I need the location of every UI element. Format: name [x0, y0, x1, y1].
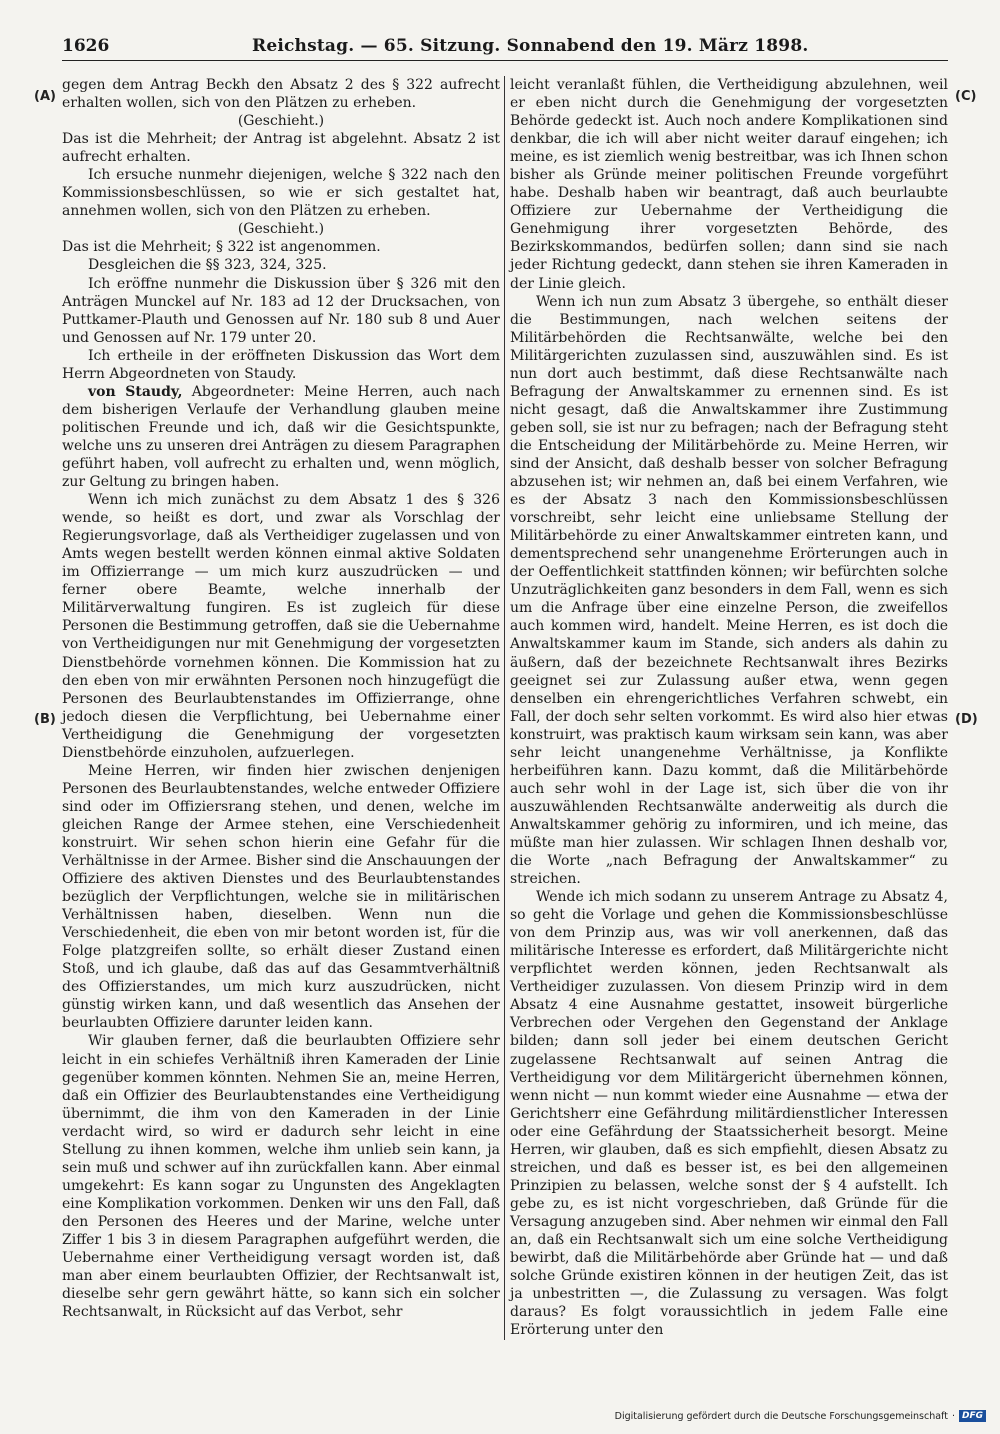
paragraph-text: (Geschieht.): [237, 113, 325, 130]
paragraph: [62, 220, 500, 238]
paragraph: [510, 888, 948, 1339]
margin-marker-a: (A): [34, 89, 56, 104]
dfg-logo-mark: DFG: [959, 1410, 986, 1422]
paragraph-text: Das ist die Mehrheit; § 322 ist angenommen.: [62, 239, 381, 256]
paragraph: [62, 1032, 500, 1321]
paragraph: [62, 762, 500, 1033]
paragraph: [62, 76, 500, 112]
speaker-name: von Staudy,: [88, 383, 183, 400]
column-divider: [504, 76, 505, 1340]
paragraph: [510, 293, 948, 889]
paragraph-text: Wir glauben ferner, daß die beurlaubten Offiziere sehr leicht in ein schiefes Verhältniß ihren Kameraden der Linie gegenüber kommen könnten. Nehmen Sie an, meine Herren, daß ein Offizier des Beurlaubtenstandes eine Vertheidigung übernimmt, die ihm von den Kameraden in der Linie verdacht wird, so wird er dadurch sehr leicht in eine Stellung zu ihnen kommen, welche ihm unlieb sein kann, ja sein muß und schwer auf ihn zurückfallen kann. Aber einmal umgekehrt: Es kann sogar zu Ungunsten des Angeklagten eine Komplikation vorkommen. Denken wir uns den Fall, daß den Personen des Heeres und der Marine, welche unter Ziffer 1 bis 3 in diesem Paragraphen aufgeführt werden, die Uebernahme einer Vertheidigung versagt worden ist, daß man aber einem beurlaubten Offizier, der Rechtsanwalt ist, dieselbe sehr gern gewährt hätte, so kann sich ein solcher Rechtsanwalt, in Rücksicht auf das Verbot, sehr: [62, 1033, 500, 1321]
paragraph: [62, 275, 500, 347]
paragraph: [62, 256, 500, 274]
paragraph-text: Abgeordneter: Meine Herren, auch nach dem bisherigen Verlaufe der Verhandlung glauben meine politischen Freunde und ich, daß wir die Gesichtspunkte, welche uns zu unseren drei Anträgen zu diesem Paragraphen geführt haben, voll aufrecht zu erhalten und, wenn möglich, zur Geltung zu bringen haben.: [62, 383, 501, 491]
footer: [615, 1410, 986, 1422]
footer-credit: Digitalisierung gefördert durch die Deutsche Forschungsgemeinschaft: [614, 1410, 948, 1422]
dfg-logo: ·: [951, 1410, 955, 1422]
paragraph-text: Meine Herren, wir finden hier zwischen denjenigen Personen des Beurlaubtenstandes, welche entweder Offiziere sind oder im Offiziersrang stehen, und denen, welche im gleichen Range der Armee stehen, eine Verschiedenheit konstruirt. Wir sehen schon hierin eine Gefahr für die Verhältnisse in der Armee. Bisher sind die Anschauungen der Offiziere des aktiven Dienstes und des Beurlaubtenstandes bezüglich der Verpflichtungen, welche sie in militärischen Verhältnissen haben, dieselben. Wenn nun die Verschiedenheit, die eben von mir betont worden ist, für die Folge platzgreifen sollte, so erhält dieser Zustand einen Stoß, und ich glaube, daß das auf das Gesammtverhältniß des Offizierstandes, um mich kurz auszudrücken, nicht günstig wirken kann, und daß wesentlich das Ansehen der beurlaubten Offiziere darunter leiden kann.: [62, 762, 500, 1032]
paragraph-text: Ich eröffne nunmehr die Diskussion über § 326 mit den Anträgen Munckel auf Nr. 183 ad 12 der Drucksachen, von Puttkamer-Plauth und Genossen auf Nr. 180 sub 8 und Auer und Genossen auf Nr. 179 unter 20.: [62, 275, 500, 346]
paragraph: [62, 238, 500, 256]
paragraph-text: Wenn ich nun zum Absatz 3 übergehe, so enthält dieser die Bestimmungen, nach welchen seitens der Militärbehörden die Rechtsanwälte, welche bei den Militärgerichten zuzulassen sind, auszuwählen sind. Es ist nun dort auch bestimmt, daß diese Rechtsanwälte nach Befragung der Anwaltskammer zu ernennen sind. Es ist nicht gesagt, daß die Anwaltskammer ihre Zustimmung geben soll, sie ist nur zu befragen; nach der Befragung steht die Entscheidung der Militärbehörde zu. Meine Herren, wir sind der Ansicht, daß deshalb besser von solcher Befragung abzusehen ist; wir nehmen an, daß bei einem Verfahren, wie es der Absatz 3 nach den Kommissionsbeschlüssen vorschreibt, sehr leicht eine unliebsame Stellung der Militärbehörde zu einer Anwaltskammer eintreten kann, und dementsprechend sehr unangenehme Erörterungen auch in der Oeffentlichkeit stattfinden können; wir befürchten solche Unzuträglichkeiten ganz besonders in dem Fall, wenn es sich um die Anfrage über eine einzelne Person, die zweifellos auch kommen wird, handelt. Meine Herren, es ist doch die Anwaltskammer kaum im Stande, sich anders als dahin zu äußern, daß der bezeichnete Rechtsanwalt ihres Bezirks geeignet sei zur Zulassung außer etwa, wenn gegen denselben ein ehrengerichtliches Verfahren schwebt, ein Fall, der doch sehr selten vorkommt. Es wird also hier etwas konstruirt, was praktisch kaum wirksam sein kann, was aber sehr leicht unangenehme Verhältnisse, ja Konflikte herbeiführen kann. Dazu kommt, daß die Militärbehörde auch sehr wohl in der Lage ist, sich über die von ihr auszuwählenden Rechtsanwälte anderweitig als durch die Anwaltskammer gehörig zu informiren, und ich meine, das müßte man hier zulassen. Wir schlagen Ihnen deshalb vor, die Worte „nach Befragung der Anwaltskammer“ zu streichen.: [510, 293, 948, 888]
paragraph: [62, 491, 500, 762]
paragraph-text: Ich ersuche nunmehr diejenigen, welche § 322 nach den Kommissionsbeschlüssen, so wie er sich gestaltet hat, annehmen wollen, sich von den Plätzen zu erheben.: [62, 167, 500, 220]
paragraph-text: Das ist die Mehrheit; der Antrag ist abgelehnt. Absatz 2 ist aufrecht erhalten.: [62, 131, 500, 166]
paragraph-text: gegen dem Antrag Beckh den Absatz 2 des § 322 aufrecht erhalten wollen, sich von den Plätzen zu erheben.: [62, 77, 500, 112]
page-header: [62, 34, 948, 61]
paragraph-text: (Geschieht.): [237, 221, 325, 238]
right-column: [510, 76, 948, 1339]
paragraph-text: Ich ertheile in der eröffneten Diskussion das Wort dem Herrn Abgeordneten von Staudy.: [62, 347, 500, 382]
page-number: 1626: [62, 36, 110, 56]
paragraph-text: Wenn ich mich zunächst zu dem Absatz 1 des § 326 wende, so heißt es dort, und zwar als Vorschlag der Regierungsvorlage, daß als Vertheidiger zugelassen und von Amts wegen bestellt werden können einmal aktive Soldaten im Offizierrange — um mich kurz auszudrücken — und ferner obere Beamte, welche innerhalb der Militärverwaltung fungiren. Es ist zugleich für diese Personen die Bestimmung getroffen, daß sie die Uebernahme von Vertheidigungen nur mit Genehmigung der vorgesetzten Dienstbehörde vornehmen können. Die Kommission hat zu den eben von mir erwähnten Personen noch hinzugefügt die Personen des Beurlaubtenstandes im Offizierrange, ohne jedoch diesen die Verpflichtung, bei Uebernahme einer Vertheidigung die Genehmigung der vorgesetzten Dienstbehörde einzuholen, aufzuerlegen.: [62, 492, 500, 761]
paragraph-text: leicht veranlaßt fühlen, die Vertheidigung abzulehnen, weil er eben nicht durch die Genehmigung der vorgesetzten Behörde gedeckt ist. Auch noch andere Komplikationen sind denkbar, die ich will aber nicht weiter darauf eingehen; ich meine, es ist ziemlich wenig bestreitbar, was ich Ihnen schon bisher als Gründe meiner politischen Freunde vorgeführt habe. Deshalb haben wir beantragt, daß auch beurlaubte Offiziere zur Uebernahme der Vertheidigung die Genehmigung ihrer vorgesetzten Behörde, des Bezirkskommandos, bedürfen sollen; dann sind sie nach jeder Richtung gedeckt, dann stehen sie ihren Kameraden in der Linie gleich.: [510, 77, 948, 292]
paragraph: [62, 112, 500, 130]
paragraph: [510, 76, 948, 293]
paragraph: [62, 347, 500, 383]
margin-marker-b: (B): [34, 712, 56, 727]
page-title: Reichstag. — 65. Sitzung. Sonnabend den 19. März 1898.: [252, 36, 809, 56]
left-column: [62, 76, 500, 1321]
margin-marker-d: (D): [955, 712, 978, 727]
paragraph-text: Desgleichen die §§ 323, 324, 325.: [88, 257, 327, 274]
paragraph-text: Wende ich mich sodann zu unserem Antrage zu Absatz 4, so geht die Vorlage und gehen die Kommissionsbeschlüsse von dem Prinzip aus, was wir voll anerkennen, daß das militärische Interesse es erfordert, daß Militärgerichte nicht verpflichtet werden können, jeden Rechtsanwalt als Vertheidiger zuzulassen. Von diesem Prinzip wird in dem Absatz 4 eine Ausnahme gestattet, insoweit bürgerliche Verbrechen oder Vergehen den Gegenstand der Anklage bilden; dann soll jeder bei einem deutschen Gericht zugelassene Rechtsanwalt auf seinen Antrag die Vertheidigung vor dem Militärgericht übernehmen können, wenn nicht — nun kommt wieder eine Ausnahme — etwa der Gerichtsherr eine Gefährdung militärdienstlicher Interessen oder eine Gefährdung der Staatssicherheit besorgt. Meine Herren, wir glauben, daß es sich empfiehlt, diesen Absatz zu streichen, und daß es besser ist, es bei den allgemeinen Prinzipien zu belassen, welche sonst der § 4 aufstellt. Ich gebe zu, es ist nicht vorgeschrieben, daß Gründe für die Versagung anzugeben sind. Aber nehmen wir einmal den Fall an, daß ein Rechtsanwalt sich um eine solche Vertheidigung bewirbt, daß die Militärbehörde aber Gründe hat — und daß solche Gründe existiren können in der heutigen Zeit, das ist ja unbestritten —, die Zulassung zu versagen. Was folgt daraus? Es folgt voraussichtlich in jedem Falle eine Erörterung unter den: [510, 889, 948, 1339]
margin-marker-c: (C): [955, 89, 977, 104]
paragraph: [62, 130, 500, 166]
paragraph: [62, 383, 500, 491]
paragraph: [62, 166, 500, 220]
